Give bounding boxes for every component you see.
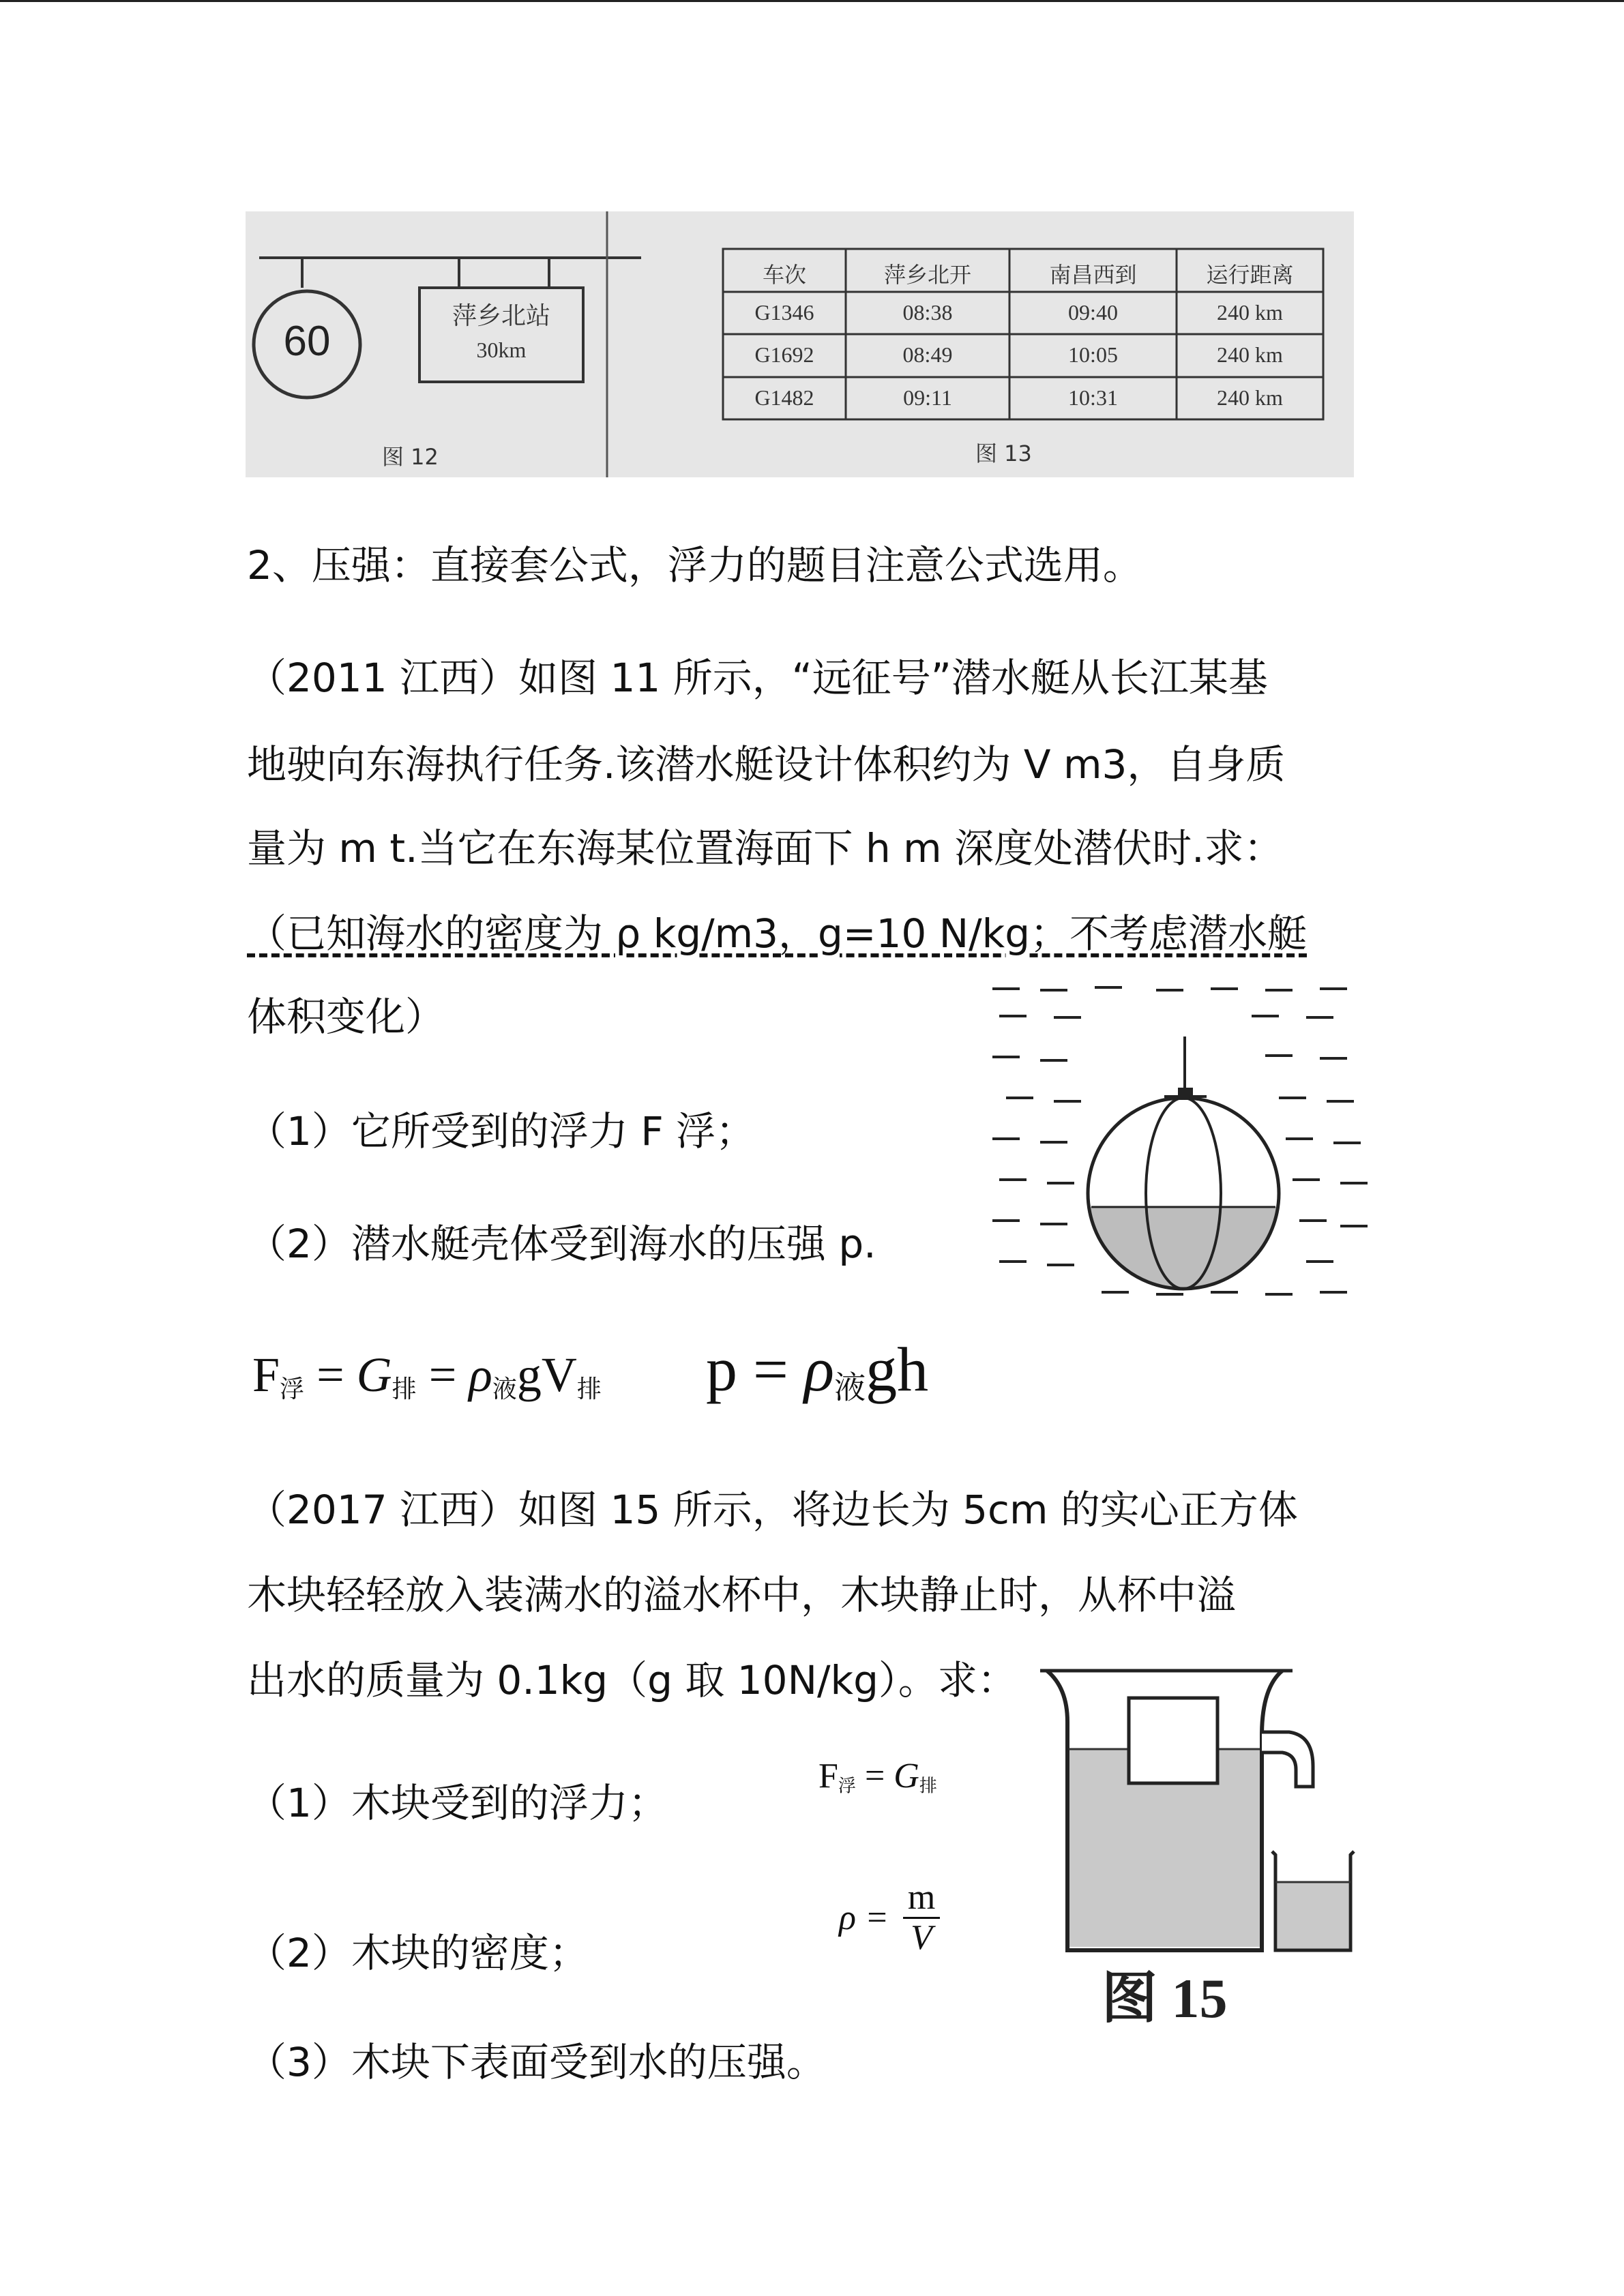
figure-13-caption: 图 13 — [975, 441, 1032, 466]
table-cell: 240 km — [1217, 300, 1283, 325]
problem-2017-line-1: （2017 江西）如图 15 所示，将边长为 5cm 的实心正方体 — [247, 1487, 1298, 1533]
figure-15-caption: 图 15 — [1102, 1967, 1228, 2029]
symbol-rho: ρ — [469, 1347, 492, 1402]
subscript-liquid: 液 — [834, 1369, 866, 1406]
table-cell: 09:11 — [903, 385, 952, 410]
symbol-g: G — [356, 1347, 392, 1402]
problem-2011-line-3: 量为 m t.当它在东海某位置海面下 h m 深度处潜伏时.求： — [247, 825, 1284, 871]
numerator: m — [907, 1878, 936, 1917]
figure-12-caption: 图 12 — [382, 444, 439, 470]
symbol-g: G — [894, 1757, 919, 1795]
problem-2017-question-3: （3）木块下表面受到水的压强。 — [247, 2039, 826, 2085]
problem-2011-line-2: 地驶向东海执行任务.该潜水艇设计体积约为 V m3，自身质 — [247, 741, 1286, 788]
problem-2011-line-1: （2011 江西）如图 11 所示，“远征号”潜水艇从长江某基 — [247, 655, 1268, 701]
problem-2011-line-4: （已知海水的密度为 ρ kg/m3，g=10 N/kg；不考虑潜水艇 — [247, 910, 1308, 957]
figure-15-overflow-cup — [1027, 1647, 1388, 2029]
problem-2017-line-2: 木块轻轻放入装满水的溢水杯中，木块静止时，从杯中溢 — [247, 1572, 1237, 1618]
symbol-gv: gV — [516, 1347, 577, 1402]
denominator: V — [911, 1918, 932, 1957]
table-cell: 08:38 — [902, 300, 953, 325]
table-cell: 09:40 — [1068, 300, 1118, 325]
subscript-buoyancy: 浮 — [838, 1776, 856, 1797]
table-cell: G1482 — [754, 385, 814, 410]
subscript-buoyancy: 浮 — [280, 1375, 305, 1403]
symbol-f: F — [252, 1347, 280, 1402]
problem-2011-line-5: 体积变化） — [247, 994, 445, 1040]
equals-sign: = — [855, 1757, 894, 1795]
figure-12-13-photo — [246, 211, 1354, 477]
speed-limit-value: 60 — [283, 318, 331, 365]
problem-2011-question-1: （1）它所受到的浮力 F 浮； — [247, 1108, 756, 1154]
equals-sign: = — [304, 1347, 357, 1402]
table-cell: 10:05 — [1068, 342, 1118, 367]
symbol-rho: ρ — [803, 1335, 835, 1404]
figure-11-sphere-in-water — [979, 975, 1381, 1302]
subscript-displaced: 排 — [576, 1375, 602, 1403]
table-cell: 08:49 — [902, 342, 953, 367]
water-in-beaker — [1278, 1882, 1348, 1950]
symbol-rho: ρ = — [839, 1898, 898, 1937]
symbol-f: F — [818, 1757, 838, 1795]
table-header-depart: 萍乡北开 — [883, 262, 971, 288]
page-top-border — [0, 0, 1624, 2]
station-distance: 30km — [476, 338, 527, 362]
problem-2017-question-2: （2）木块的密度； — [247, 1930, 589, 1976]
equals-sign: = — [416, 1347, 469, 1402]
fraction — [903, 1879, 940, 1957]
table-cell: 240 km — [1217, 385, 1283, 410]
pressure-formula — [706, 1333, 928, 1408]
density-formula — [839, 1879, 940, 1957]
station-name: 萍乡北站 — [452, 302, 550, 330]
table-header-arrive: 南昌西到 — [1049, 262, 1137, 288]
table-cell: 10:31 — [1068, 385, 1118, 410]
symbol-p: p = — [706, 1335, 804, 1404]
table-header-distance: 运行距离 — [1206, 262, 1294, 288]
table-header-train: 车次 — [762, 262, 806, 288]
problem-2017-question-1: （1）木块受到的浮力； — [247, 1780, 668, 1826]
table-cell: G1346 — [754, 300, 814, 325]
table-cell: 240 km — [1217, 342, 1283, 367]
subscript-liquid: 液 — [492, 1375, 517, 1403]
problem-2017-line-3: 出水的质量为 0.1kg（g 取 10N/kg）。求： — [247, 1657, 1017, 1703]
buoyancy-formula — [252, 1347, 602, 1405]
buoyancy-equals-weight-formula — [818, 1756, 937, 1798]
subscript-displaced: 排 — [919, 1776, 937, 1797]
table-cell: G1692 — [754, 342, 814, 367]
section-2-heading: 2、压强：直接套公式，浮力的题目注意公式选用。 — [247, 542, 1142, 588]
subscript-displaced: 排 — [392, 1375, 417, 1403]
symbol-gh: gh — [866, 1335, 929, 1404]
wooden-block — [1129, 1698, 1217, 1783]
problem-2011-question-2: （2）潜水艇壳体受到海水的压强 p. — [247, 1221, 876, 1267]
